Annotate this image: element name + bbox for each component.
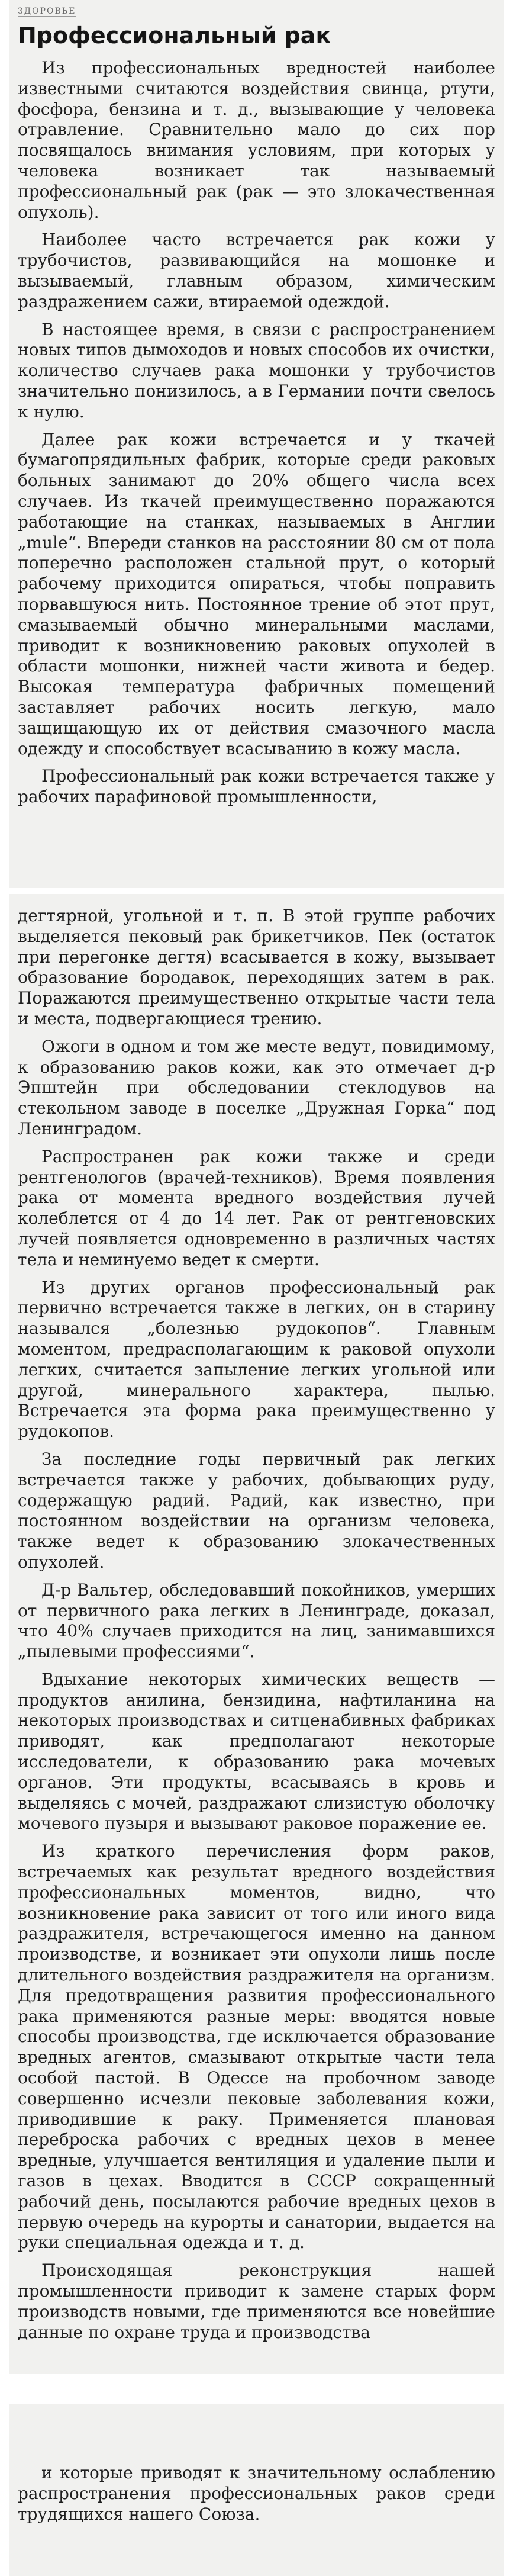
article-paragraph: Из других органов профессиональный рак первично встречается также в легких, он в старину назывался „болезнью рудокопов“. Главным моментом, предрасполагающим к раковой опухоли легких, считается запыление легких угольной или другой, минерального характера, пылью. Встречается эта форма рака преимущественно у рудокопов.: [18, 1277, 495, 1442]
article-middle-block: [18, 906, 495, 2350]
article-title: Профессиональный рак: [18, 22, 331, 49]
article-paragraph: Д-р Вальтер, обследовавший покойников, умерших от первичного рака легких в Ленинграде, доказал, что 40% случаев приходится на лиц, занимавшихся „пылевыми профессиями“.: [18, 1580, 495, 1662]
article-paragraph: Распространен рак кожи также и среди рентгенологов (врачей-техников). Время появления рака от момента вредного воздействия лучей колеблется от 4 до 14 лет. Рак от рентгеновских лучей появляется одновременно в различных частях тела и неминуемо ведет к смерти.: [18, 1146, 495, 1269]
article-paragraph: Наиболее часто встречается рак кожи у трубочистов, развивающийся на мошонке и вызываемый, главным образом, химическим раздражением сажи, втираемой одеждой.: [18, 230, 495, 311]
article-paragraph: Происходящая реконструкция нашей промышленности приводит к замене старых форм производств новыми, где применяются все новейшие данные по охране труда и производства: [18, 2260, 495, 2342]
article-paragraph: Далее рак кожи встречается и у ткачей бумагопрядильных фабрик, которые среди раковых больных занимают до 20% общего числа всех случаев. Из ткачей преимущественно поражаются работающие на станках, называемых в Англии „mule“. Впереди станков на расстоянии 80 см от пола поперечно расположен стальной прут, о который рабочему приходится опираться, чтобы поправить порвавшуюся нить. Постоянное трение об этот прут, смазываемый обычно минеральными маслами, приводит к возникновению раковых опухолей в области мошонки, нижней части живота и бедер. Высокая температура фабричных помещений заставляет рабочих носить легкую, мало защищающую их от действия смазочного масла одежду и способствует всасыванию в кожу масла.: [18, 429, 495, 758]
article-paragraph: Из краткого перечисления форм раков, встречаемых как результат вредного воздействия профессиональных моментов, видно, что возникновение рака зависит от того или иного вида раздражителя, встречающегося именно на данном производстве, и возникает эти опухоли лишь после длительного воздействия раздражителя на организм. Для предотвращения развития профессионального рака применяются разные меры: вводятся новые способы производства, где исключается образование вредных агентов, смазывают открытые части тела особой пастой. В Одессе на пробочном заводе совершенно исчезли пековые заболевания кожи, приводившие к раку. Применяется плановая переброска рабочих с вредных цехов в менее вредные, улучшается вентиляция и удаление пыли и газов в цехах. Вводится в СССР сокращенный рабочий день, посылаются рабочие вредных цехов в первую очередь на курорты и санатории, выдается на руки специальная одежда и т. д.: [18, 1841, 495, 2253]
article-bottom-block: [18, 2463, 495, 2532]
section-label: ЗДОРОВЬЕ: [18, 7, 76, 16]
article-paragraph: Из профессиональных вредностей наиболее известными считаются воздействия свинца, ртути, фосфора, бензина и т. д., вызывающие у человека отравление. Сравнительно мало до сих пор посвящалось внимания условиям, при которых у человека возникает так называемый профессиональный рак (рак — это злокачественная опухоль).: [18, 58, 495, 222]
article-paragraph: Профессиональный рак кожи встречается также у рабочих парафиновой промышленности,: [18, 766, 495, 807]
article-top-block: [18, 5, 495, 815]
article-paragraph: и которые приводят к значительному ослаблению распространения профессиональных раков среди трудящихся нашего Союза.: [18, 2463, 495, 2524]
article-paragraph: Ожоги в одном и том же месте ведут, повидимому, к образованию раков кожи, как это отмечает д-р Эпштейн при обследовании стеклодувов на стекольном заводе в поселке „Дружная Горка“ под Ленинградом.: [18, 1036, 495, 1139]
article-paragraph: В настоящее время, в связи с распространением новых типов дымоходов и новых способов их очистки, количество случаев рака мошонки у трубочистов значительно понизилось, а в Германии почти свелось к нулю.: [18, 319, 495, 422]
article-paragraph: дегтярной, угольной и т. п. В этой группе рабочих выделяется пековый рак брикетчиков. Пек (остаток при перегонке дегтя) всасывается в кожу, вызывает образование бородавок, переходящих затем в рак. Поражаются преимущественно открытые части тела и места, подвергающиеся трению.: [18, 906, 495, 1028]
article-paragraph: Вдыхание некоторых химических веществ — продуктов анилина, бензидина, нафтиланина на некоторых производствах и ситценабивных фабриках приводят, как предполагают некоторые исследователи, к образованию рака мочевых органов. Эти продукты, всасываясь в кровь и выделяясь с мочей, раздражают слизистую оболочку мочевого пузыря и вызывают раковое поражение ее.: [18, 1669, 495, 1834]
article-paragraph: За последние годы первичный рак легких встречается также у рабочих, добывающих руду, содержащую радий. Радий, как известно, при постоянном воздействии на организм человека, также ведет к образованию злокачественных опухолей.: [18, 1449, 495, 1572]
